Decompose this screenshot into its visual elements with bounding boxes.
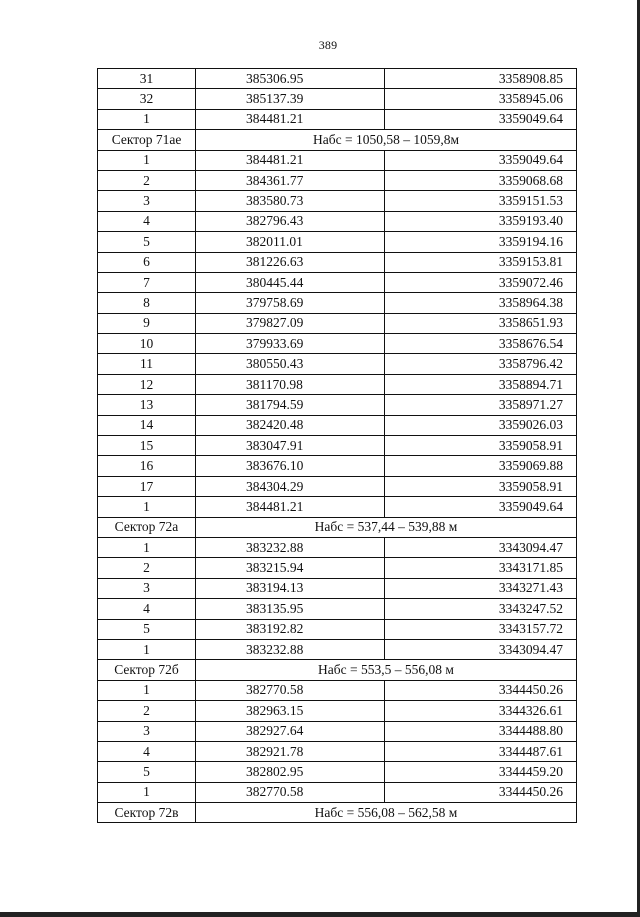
- point-number: 1: [98, 150, 196, 170]
- x-coordinate: 379933.69: [196, 334, 385, 354]
- y-coordinate: 3359049.64: [385, 150, 577, 170]
- y-coordinate: 3359069.88: [385, 456, 577, 476]
- x-coordinate: 382802.95: [196, 762, 385, 782]
- point-number: 1: [98, 109, 196, 129]
- y-coordinate: 3359049.64: [385, 109, 577, 129]
- point-number: 1: [98, 782, 196, 802]
- y-coordinate: 3359153.81: [385, 252, 577, 272]
- x-coordinate: 384304.29: [196, 476, 385, 496]
- y-coordinate: 3359068.68: [385, 170, 577, 190]
- table-row: [98, 537, 577, 557]
- sector-name: Сектор 72в: [98, 803, 196, 823]
- point-number: 14: [98, 415, 196, 435]
- y-coordinate: 3359193.40: [385, 211, 577, 231]
- table-row: [98, 599, 577, 619]
- x-coordinate: 384481.21: [196, 150, 385, 170]
- y-coordinate: 3344326.61: [385, 701, 577, 721]
- y-coordinate: 3358964.38: [385, 293, 577, 313]
- y-coordinate: 3343094.47: [385, 537, 577, 557]
- point-number: 17: [98, 476, 196, 496]
- point-number: 16: [98, 456, 196, 476]
- y-coordinate: 3359072.46: [385, 272, 577, 292]
- table-row: [98, 354, 577, 374]
- table-row: [98, 170, 577, 190]
- table-row: [98, 476, 577, 496]
- point-number: 3: [98, 191, 196, 211]
- table-row: [98, 150, 577, 170]
- point-number: 3: [98, 578, 196, 598]
- point-number: 5: [98, 619, 196, 639]
- sector-elevation: Набс = 1050,58 – 1059,8м: [196, 130, 577, 150]
- y-coordinate: 3344450.26: [385, 782, 577, 802]
- x-coordinate: 382420.48: [196, 415, 385, 435]
- x-coordinate: 381794.59: [196, 395, 385, 415]
- table-row: [98, 701, 577, 721]
- y-coordinate: 3359194.16: [385, 232, 577, 252]
- sector-name: Сектор 72б: [98, 660, 196, 680]
- y-coordinate: 3344488.80: [385, 721, 577, 741]
- point-number: 5: [98, 232, 196, 252]
- coordinates-table-body: [98, 69, 577, 823]
- x-coordinate: 382770.58: [196, 782, 385, 802]
- point-number: 1: [98, 639, 196, 659]
- table-row: [98, 293, 577, 313]
- point-number: 3: [98, 721, 196, 741]
- x-coordinate: 384481.21: [196, 109, 385, 129]
- point-number: 4: [98, 599, 196, 619]
- table-row: [98, 558, 577, 578]
- y-coordinate: 3343247.52: [385, 599, 577, 619]
- point-number: 6: [98, 252, 196, 272]
- page-number: 389: [318, 38, 338, 52]
- x-coordinate: 385306.95: [196, 69, 385, 89]
- sector-name: Сектор 72а: [98, 517, 196, 537]
- point-number: 13: [98, 395, 196, 415]
- x-coordinate: 383232.88: [196, 639, 385, 659]
- point-number: 4: [98, 211, 196, 231]
- table-row: [98, 374, 577, 394]
- table-row: [98, 497, 577, 517]
- y-coordinate: 3358971.27: [385, 395, 577, 415]
- point-number: 4: [98, 741, 196, 761]
- y-coordinate: 3343157.72: [385, 619, 577, 639]
- point-number: 7: [98, 272, 196, 292]
- table-row: [98, 680, 577, 700]
- y-coordinate: 3359026.03: [385, 415, 577, 435]
- point-number: 2: [98, 558, 196, 578]
- x-coordinate: 382927.64: [196, 721, 385, 741]
- table-row: [98, 334, 577, 354]
- point-number: 8: [98, 293, 196, 313]
- point-number: 2: [98, 170, 196, 190]
- y-coordinate: 3358945.06: [385, 89, 577, 109]
- sector-elevation: Набс = 553,5 – 556,08 м: [196, 660, 577, 680]
- point-number: 2: [98, 701, 196, 721]
- table-row: [98, 395, 577, 415]
- point-number: 31: [98, 69, 196, 89]
- x-coordinate: 382770.58: [196, 680, 385, 700]
- y-coordinate: 3358894.71: [385, 374, 577, 394]
- table-row: [98, 191, 577, 211]
- x-coordinate: 384481.21: [196, 497, 385, 517]
- x-coordinate: 383192.82: [196, 619, 385, 639]
- x-coordinate: 383135.95: [196, 599, 385, 619]
- x-coordinate: 383047.91: [196, 436, 385, 456]
- table-row: [98, 109, 577, 129]
- table-row: [98, 89, 577, 109]
- sector-header-row: [98, 803, 577, 823]
- table-row: [98, 272, 577, 292]
- x-coordinate: 382921.78: [196, 741, 385, 761]
- x-coordinate: 382011.01: [196, 232, 385, 252]
- y-coordinate: 3344459.20: [385, 762, 577, 782]
- x-coordinate: 382796.43: [196, 211, 385, 231]
- scan-edge-bottom: [0, 912, 640, 917]
- x-coordinate: 384361.77: [196, 170, 385, 190]
- point-number: 15: [98, 436, 196, 456]
- table-row: [98, 782, 577, 802]
- x-coordinate: 385137.39: [196, 89, 385, 109]
- table-row: [98, 456, 577, 476]
- table-row: [98, 252, 577, 272]
- point-number: 5: [98, 762, 196, 782]
- x-coordinate: 382963.15: [196, 701, 385, 721]
- x-coordinate: 383215.94: [196, 558, 385, 578]
- table-row: [98, 415, 577, 435]
- x-coordinate: 383580.73: [196, 191, 385, 211]
- sector-elevation: Набс = 556,08 – 562,58 м: [196, 803, 577, 823]
- table-row: [98, 313, 577, 333]
- y-coordinate: 3358651.93: [385, 313, 577, 333]
- table-row: [98, 721, 577, 741]
- point-number: 32: [98, 89, 196, 109]
- y-coordinate: 3358796.42: [385, 354, 577, 374]
- point-number: 1: [98, 537, 196, 557]
- y-coordinate: 3359058.91: [385, 436, 577, 456]
- table-row: [98, 639, 577, 659]
- table-row: [98, 211, 577, 231]
- y-coordinate: 3359049.64: [385, 497, 577, 517]
- y-coordinate: 3344450.26: [385, 680, 577, 700]
- point-number: 1: [98, 497, 196, 517]
- y-coordinate: 3359058.91: [385, 476, 577, 496]
- table-row: [98, 619, 577, 639]
- y-coordinate: 3344487.61: [385, 741, 577, 761]
- sector-header-row: [98, 130, 577, 150]
- point-number: 10: [98, 334, 196, 354]
- sector-elevation: Набс = 537,44 – 539,88 м: [196, 517, 577, 537]
- x-coordinate: 381170.98: [196, 374, 385, 394]
- x-coordinate: 379827.09: [196, 313, 385, 333]
- table-row: [98, 578, 577, 598]
- sector-header-row: [98, 517, 577, 537]
- y-coordinate: 3359151.53: [385, 191, 577, 211]
- table-row: [98, 436, 577, 456]
- x-coordinate: 383232.88: [196, 537, 385, 557]
- table-row: [98, 232, 577, 252]
- table-row: [98, 762, 577, 782]
- sector-header-row: [98, 660, 577, 680]
- y-coordinate: 3343271.43: [385, 578, 577, 598]
- sector-name: Сектор 71ае: [98, 130, 196, 150]
- y-coordinate: 3343094.47: [385, 639, 577, 659]
- table-row: [98, 741, 577, 761]
- y-coordinate: 3343171.85: [385, 558, 577, 578]
- y-coordinate: 3358908.85: [385, 69, 577, 89]
- x-coordinate: 383676.10: [196, 456, 385, 476]
- x-coordinate: 380550.43: [196, 354, 385, 374]
- x-coordinate: 380445.44: [196, 272, 385, 292]
- point-number: 1: [98, 680, 196, 700]
- x-coordinate: 379758.69: [196, 293, 385, 313]
- coordinates-table: [97, 68, 577, 823]
- point-number: 9: [98, 313, 196, 333]
- point-number: 11: [98, 354, 196, 374]
- x-coordinate: 383194.13: [196, 578, 385, 598]
- table-row: [98, 69, 577, 89]
- x-coordinate: 381226.63: [196, 252, 385, 272]
- y-coordinate: 3358676.54: [385, 334, 577, 354]
- point-number: 12: [98, 374, 196, 394]
